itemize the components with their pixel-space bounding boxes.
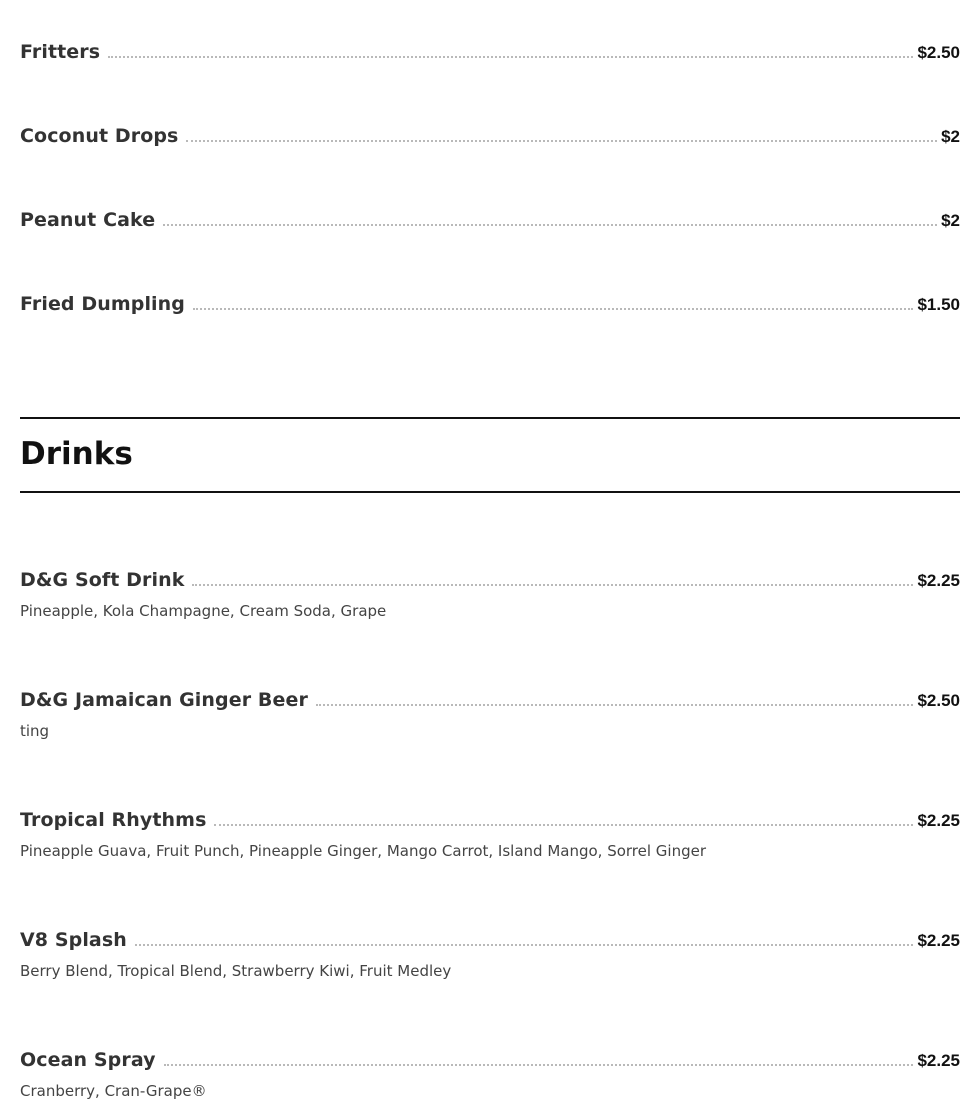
dot-leader [164, 1063, 914, 1066]
menu-item-price: $2.50 [917, 43, 960, 62]
menu-item-name: D&G Soft Drink [20, 569, 185, 591]
menu-item-name: Fried Dumpling [20, 293, 185, 315]
section-title: Drinks [20, 436, 133, 472]
dot-leader [316, 703, 914, 706]
dot-leader [192, 583, 913, 586]
menu-item-row [20, 118, 960, 148]
menu-item-row [20, 1042, 960, 1072]
menu-item-price: $2.25 [917, 571, 960, 590]
menu-item-description: Pineapple Guava, Fruit Punch, Pineapple Ginger, Mango Carrot, Island Mango, Sorrel Ginger [20, 842, 707, 860]
menu-item [20, 118, 960, 148]
menu-item-row [20, 202, 960, 232]
menu-item-row [20, 562, 960, 592]
menu-item-price: $2 [941, 211, 960, 230]
menu-item-row [20, 682, 960, 712]
dot-leader [108, 55, 913, 58]
menu-item [20, 286, 960, 316]
menu-item-price: $2 [941, 127, 960, 146]
menu-item [20, 202, 960, 232]
menu-item [20, 682, 960, 740]
menu-item [20, 34, 960, 64]
menu-item-description: ting [20, 722, 50, 740]
menu-item [20, 1042, 960, 1100]
menu-item-price: $1.50 [917, 295, 960, 314]
menu-item-name: V8 Splash [20, 929, 127, 951]
menu-item-row [20, 802, 960, 832]
menu-item-name: Tropical Rhythms [20, 809, 207, 831]
menu-item-row [20, 286, 960, 316]
menu-item-name: Peanut Cake [20, 209, 156, 231]
menu-item-description: Berry Blend, Tropical Blend, Strawberry Kiwi, Fruit Medley [20, 962, 452, 980]
menu-item [20, 802, 960, 860]
menu-item-name: Ocean Spray [20, 1049, 156, 1071]
menu-item-price: $2.25 [917, 811, 960, 830]
menu-item-description: Pineapple, Kola Champagne, Cream Soda, Grape [20, 602, 387, 620]
dot-leader [214, 823, 913, 826]
menu-item [20, 922, 960, 980]
dot-leader [163, 223, 937, 226]
menu-item-row [20, 922, 960, 952]
menu-item-price: $2.50 [917, 691, 960, 710]
dot-leader [135, 943, 914, 946]
menu-item [20, 562, 960, 620]
menu-item-price: $2.25 [917, 931, 960, 950]
menu-item-price: $2.25 [917, 1051, 960, 1070]
section-divider-bottom [20, 491, 960, 493]
menu-item-name: Coconut Drops [20, 125, 179, 147]
menu-item-row [20, 34, 960, 64]
section-divider-top [20, 417, 960, 419]
menu-item-description: Cranberry, Cran-Grape® [20, 1082, 207, 1100]
dot-leader [193, 307, 913, 310]
menu-item-name: Fritters [20, 41, 101, 63]
dot-leader [186, 139, 937, 142]
menu-item-name: D&G Jamaican Ginger Beer [20, 689, 308, 711]
